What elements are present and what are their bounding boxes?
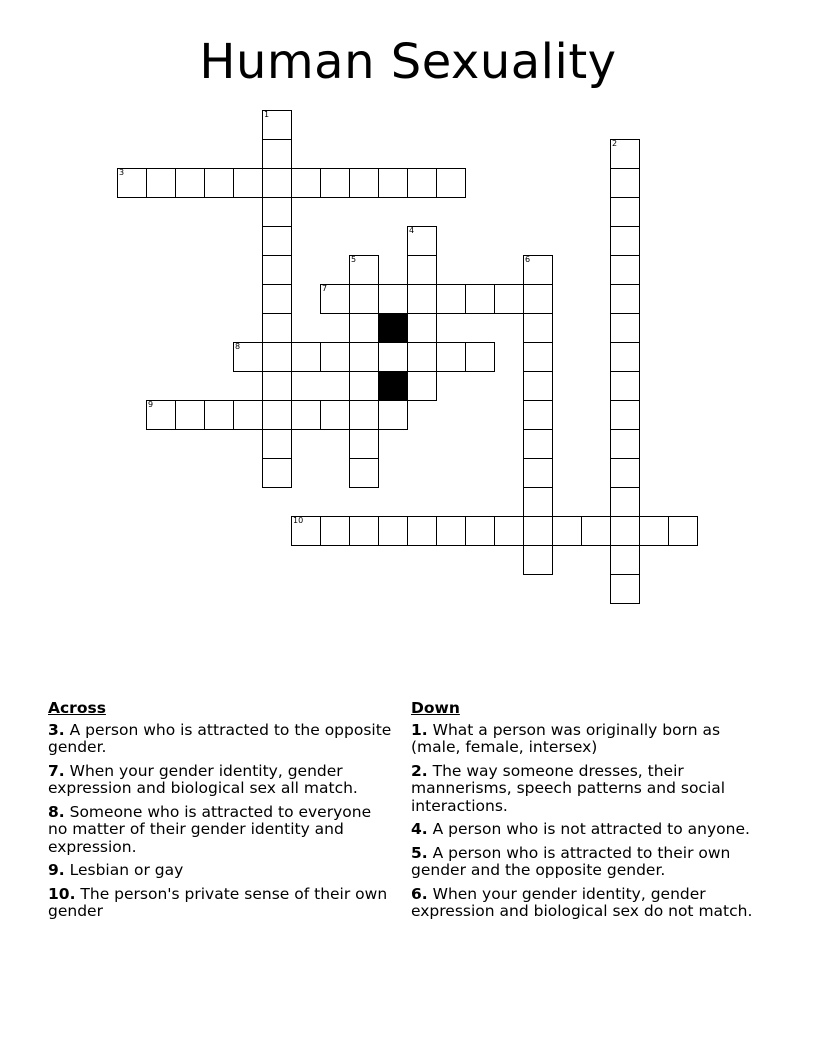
crossword-cell[interactable] bbox=[465, 284, 495, 314]
across-clue bbox=[48, 722, 393, 757]
crossword-cell[interactable] bbox=[262, 342, 292, 372]
crossword-cell[interactable] bbox=[378, 400, 408, 430]
crossword-cell[interactable] bbox=[262, 400, 292, 430]
clue-number-label: 7. bbox=[48, 761, 65, 780]
crossword-cell[interactable] bbox=[436, 342, 466, 372]
crossword-black-cell bbox=[378, 371, 408, 401]
crossword-cell[interactable] bbox=[175, 400, 205, 430]
crossword-cell[interactable] bbox=[436, 284, 466, 314]
crossword-cell[interactable] bbox=[349, 255, 379, 285]
clue-number-label: 9. bbox=[48, 861, 65, 879]
crossword-cell[interactable] bbox=[262, 226, 292, 256]
clue-number: 4 bbox=[409, 226, 415, 235]
crossword-cell[interactable] bbox=[668, 516, 698, 546]
crossword-cell[interactable] bbox=[610, 429, 640, 459]
crossword-cell[interactable] bbox=[233, 168, 263, 198]
across-clues bbox=[48, 700, 393, 927]
crossword-cell[interactable] bbox=[349, 429, 379, 459]
crossword-cell[interactable] bbox=[523, 429, 553, 459]
clue-text: A person who is not attracted to anyone. bbox=[427, 820, 750, 838]
clue-number-label: 10. bbox=[48, 884, 76, 903]
crossword-cell[interactable] bbox=[581, 516, 611, 546]
crossword-cell[interactable] bbox=[610, 516, 640, 546]
down-clue bbox=[411, 722, 756, 757]
across-heading: Across bbox=[48, 699, 106, 717]
crossword-cell[interactable] bbox=[407, 284, 437, 314]
crossword-cell[interactable] bbox=[349, 400, 379, 430]
page-title: Human Sexuality bbox=[199, 34, 617, 90]
crossword-cell[interactable] bbox=[610, 168, 640, 198]
crossword-black-cell bbox=[378, 313, 408, 343]
clue-text: The way someone dresses, their mannerisms, speech patterns and social interactions. bbox=[411, 761, 726, 815]
crossword-cell[interactable] bbox=[378, 284, 408, 314]
crossword-cell[interactable] bbox=[523, 516, 553, 546]
crossword-cell[interactable] bbox=[610, 574, 640, 604]
crossword-cell[interactable] bbox=[407, 342, 437, 372]
crossword-cell[interactable] bbox=[610, 545, 640, 575]
crossword-cell[interactable] bbox=[117, 168, 147, 198]
crossword-cell[interactable] bbox=[262, 168, 292, 198]
down-clue bbox=[411, 886, 756, 921]
clue-text: When your gender identity, gender expression and biological sex all match. bbox=[48, 761, 358, 797]
crossword-cell[interactable] bbox=[349, 342, 379, 372]
clue-number: 1 bbox=[264, 110, 270, 119]
crossword-cell[interactable] bbox=[262, 458, 292, 488]
crossword-cell[interactable] bbox=[204, 400, 234, 430]
crossword-cell[interactable] bbox=[262, 429, 292, 459]
clue-number: 7 bbox=[322, 284, 328, 293]
crossword-cell[interactable] bbox=[407, 371, 437, 401]
crossword-cell[interactable] bbox=[523, 400, 553, 430]
down-clue bbox=[411, 845, 756, 880]
crossword-cell[interactable] bbox=[320, 284, 350, 314]
crossword-cell[interactable] bbox=[291, 400, 321, 430]
clue-text: The person's private sense of their own gender bbox=[48, 884, 388, 920]
clue-number-label: 5. bbox=[411, 843, 428, 862]
crossword-cell[interactable] bbox=[262, 313, 292, 343]
crossword-cell[interactable] bbox=[349, 313, 379, 343]
across-clue-list bbox=[48, 722, 393, 921]
crossword-cell[interactable] bbox=[407, 313, 437, 343]
crossword-cell[interactable] bbox=[610, 197, 640, 227]
crossword-cell[interactable] bbox=[378, 168, 408, 198]
clue-number-label: 4. bbox=[411, 820, 428, 838]
crossword-cell[interactable] bbox=[610, 255, 640, 285]
crossword-cell[interactable] bbox=[639, 516, 669, 546]
clue-number-label: 1. bbox=[411, 720, 428, 739]
crossword-cell[interactable] bbox=[610, 226, 640, 256]
across-clue bbox=[48, 862, 393, 880]
crossword-cell[interactable] bbox=[523, 545, 553, 575]
crossword-cell[interactable] bbox=[610, 284, 640, 314]
crossword-cell[interactable] bbox=[436, 516, 466, 546]
clue-text: Someone who is attracted to everyone no matter of their gender identity and expression. bbox=[48, 802, 372, 856]
crossword-cell[interactable] bbox=[146, 168, 176, 198]
across-clue bbox=[48, 763, 393, 798]
crossword-cell[interactable] bbox=[610, 371, 640, 401]
clue-text: Lesbian or gay bbox=[64, 861, 184, 879]
crossword-cell[interactable] bbox=[233, 342, 263, 372]
crossword-cell[interactable] bbox=[233, 400, 263, 430]
crossword-cell[interactable] bbox=[320, 400, 350, 430]
crossword-cell[interactable] bbox=[262, 139, 292, 169]
crossword-cell[interactable] bbox=[494, 284, 524, 314]
crossword-cell[interactable] bbox=[349, 168, 379, 198]
crossword-cell[interactable] bbox=[523, 313, 553, 343]
crossword-cell[interactable] bbox=[523, 284, 553, 314]
crossword-cell[interactable] bbox=[320, 168, 350, 198]
clue-number: 10 bbox=[293, 516, 304, 525]
down-clue-list bbox=[411, 722, 756, 921]
crossword-cell[interactable] bbox=[523, 371, 553, 401]
clue-number: 9 bbox=[148, 400, 154, 409]
crossword-cell[interactable] bbox=[407, 226, 437, 256]
crossword-cell[interactable] bbox=[320, 516, 350, 546]
crossword-cell[interactable] bbox=[494, 516, 524, 546]
crossword-cell[interactable] bbox=[610, 487, 640, 517]
crossword-cell[interactable] bbox=[262, 197, 292, 227]
down-clue bbox=[411, 821, 756, 839]
crossword-cell[interactable] bbox=[262, 371, 292, 401]
crossword-cell[interactable] bbox=[262, 110, 292, 140]
clue-text: What a person was originally born as (male, female, intersex) bbox=[411, 720, 721, 756]
crossword-cell[interactable] bbox=[349, 458, 379, 488]
crossword-cell[interactable] bbox=[610, 400, 640, 430]
crossword-cell[interactable] bbox=[407, 255, 437, 285]
clue-number: 3 bbox=[119, 168, 125, 177]
crossword-cell[interactable] bbox=[436, 168, 466, 198]
crossword-cell[interactable] bbox=[465, 516, 495, 546]
crossword-cell[interactable] bbox=[204, 168, 234, 198]
clue-number: 6 bbox=[525, 255, 531, 264]
crossword-cell[interactable] bbox=[262, 284, 292, 314]
crossword-cell[interactable] bbox=[349, 516, 379, 546]
clue-number-label: 2. bbox=[411, 761, 428, 780]
crossword-cell[interactable] bbox=[552, 516, 582, 546]
crossword-cell[interactable] bbox=[378, 516, 408, 546]
crossword-cell[interactable] bbox=[523, 487, 553, 517]
crossword-cell[interactable] bbox=[610, 139, 640, 169]
crossword-cell[interactable] bbox=[262, 255, 292, 285]
clue-text: A person who is attracted to the opposite gender. bbox=[48, 720, 392, 756]
clue-number: 5 bbox=[351, 255, 357, 264]
across-clue bbox=[48, 886, 393, 921]
crossword-cell[interactable] bbox=[349, 371, 379, 401]
crossword-cell[interactable] bbox=[291, 342, 321, 372]
clue-text: When your gender identity, gender expression and biological sex do not match. bbox=[411, 884, 753, 920]
clue-number-label: 6. bbox=[411, 884, 428, 903]
crossword-cell[interactable] bbox=[291, 168, 321, 198]
crossword-cell[interactable] bbox=[349, 284, 379, 314]
crossword-cell[interactable] bbox=[523, 255, 553, 285]
down-clues bbox=[411, 700, 756, 927]
down-clue bbox=[411, 763, 756, 816]
clue-number-label: 8. bbox=[48, 802, 65, 821]
crossword-cell[interactable] bbox=[610, 313, 640, 343]
crossword-cell[interactable] bbox=[465, 342, 495, 372]
down-heading: Down bbox=[411, 699, 460, 717]
clue-number: 8 bbox=[235, 342, 241, 351]
across-clue bbox=[48, 804, 393, 857]
crossword-cell[interactable] bbox=[610, 458, 640, 488]
clue-text: A person who is attracted to their own gender and the opposite gender. bbox=[411, 843, 731, 879]
crossword-cell[interactable] bbox=[407, 516, 437, 546]
crossword-cell[interactable] bbox=[378, 342, 408, 372]
crossword-cell[interactable] bbox=[291, 516, 321, 546]
crossword-cell[interactable] bbox=[175, 168, 205, 198]
crossword-cell[interactable] bbox=[523, 458, 553, 488]
crossword-cell[interactable] bbox=[320, 342, 350, 372]
crossword-cell[interactable] bbox=[146, 400, 176, 430]
clue-number-label: 3. bbox=[48, 720, 65, 739]
crossword-cell[interactable] bbox=[610, 342, 640, 372]
clue-number: 2 bbox=[612, 139, 618, 148]
crossword-cell[interactable] bbox=[523, 342, 553, 372]
crossword-cell[interactable] bbox=[407, 168, 437, 198]
